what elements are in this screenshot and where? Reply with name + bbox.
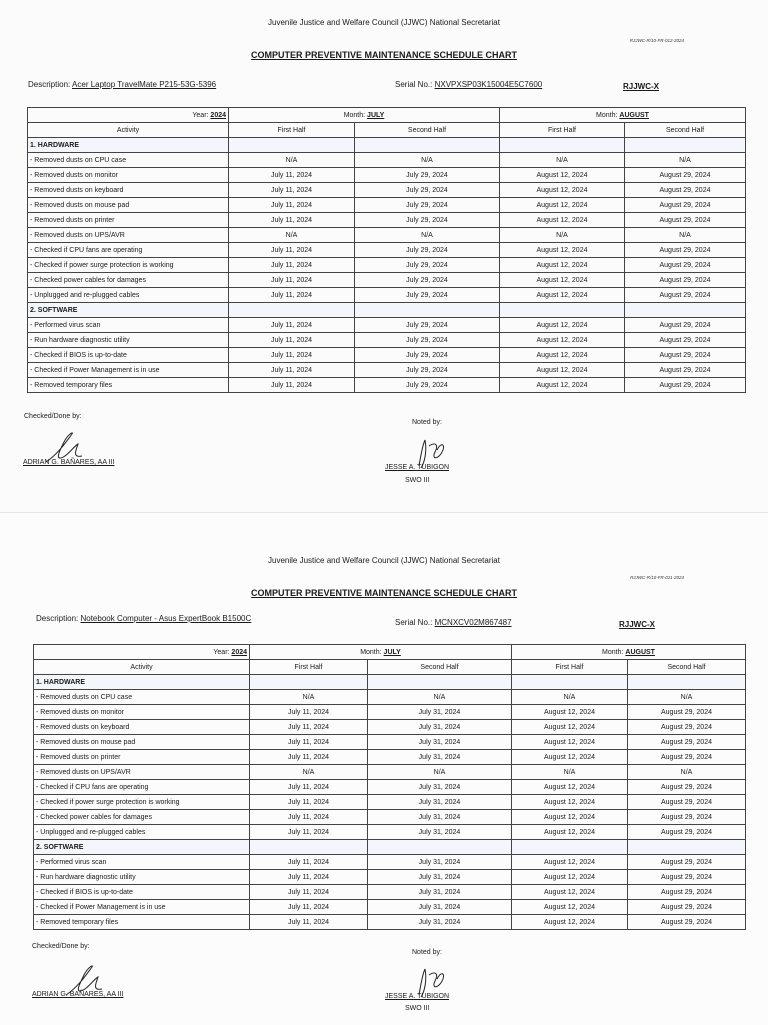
hardware-rows (28, 153, 746, 303)
table-row (34, 765, 746, 780)
august-first-half-cell: August 12, 2024 (500, 288, 625, 303)
july-second-half-cell: July 31, 2024 (368, 750, 512, 765)
july-second-half-cell: July 29, 2024 (355, 288, 500, 303)
unit-code: RJJWC-X (623, 82, 660, 91)
noted-by-label: Noted by: (412, 949, 442, 956)
august-second-half-cell: N/A (625, 228, 746, 243)
year-value: 2024 (210, 111, 226, 119)
july-first-half-cell: July 11, 2024 (229, 318, 355, 333)
second-half-header: Second Half (368, 660, 512, 675)
activity-cell: - Removed dusts on CPU case (34, 690, 250, 705)
august-second-half-cell: August 29, 2024 (625, 348, 746, 363)
table-row (28, 243, 746, 258)
month-label: Month: (360, 648, 382, 656)
august-first-half-cell: August 12, 2024 (512, 825, 628, 840)
activity-cell: - Checked if power surge protection is working (28, 258, 229, 273)
table-row (34, 915, 746, 930)
july-second-half-cell: July 29, 2024 (355, 348, 500, 363)
year-cell (34, 645, 250, 660)
maintenance-table (27, 107, 746, 393)
month-july-cell (229, 108, 500, 123)
july-first-half-cell: July 11, 2024 (229, 363, 355, 378)
noted-by-name: JESSE A. TUBIGON (385, 464, 450, 471)
year-value: 2024 (231, 648, 247, 656)
description-label: Description: (28, 80, 71, 89)
august-second-half-cell: August 29, 2024 (628, 780, 746, 795)
august-first-half-cell: August 12, 2024 (500, 183, 625, 198)
july-second-half-cell: July 29, 2024 (355, 213, 500, 228)
software-rows (28, 318, 746, 393)
august-second-half-cell: August 29, 2024 (625, 168, 746, 183)
august-first-half-cell: August 12, 2024 (512, 705, 628, 720)
noted-by-label: Noted by: (412, 419, 442, 426)
activity-cell: - Checked if power surge protection is working (34, 795, 250, 810)
july-second-half-cell: July 31, 2024 (368, 780, 512, 795)
july-first-half-cell: July 11, 2024 (229, 273, 355, 288)
august-first-half-cell: August 12, 2024 (512, 720, 628, 735)
activity-cell: - Unplugged and re-plugged cables (28, 288, 229, 303)
header-row-2 (34, 660, 746, 675)
table-row (28, 318, 746, 333)
header-row-1 (28, 108, 746, 123)
july-first-half-cell: N/A (250, 690, 368, 705)
second-half-header: Second Half (625, 123, 746, 138)
august-first-half-cell: August 12, 2024 (512, 915, 628, 930)
august-second-half-cell: August 29, 2024 (625, 378, 746, 393)
table-row (28, 213, 746, 228)
august-first-half-cell: N/A (500, 228, 625, 243)
july-second-half-cell: July 31, 2024 (368, 705, 512, 720)
serial-number (395, 618, 512, 627)
activity-cell: - Removed dusts on UPS/AVR (28, 228, 229, 243)
august-first-half-cell: August 12, 2024 (500, 378, 625, 393)
august-first-half-cell: August 12, 2024 (500, 348, 625, 363)
july-first-half-cell: July 11, 2024 (229, 243, 355, 258)
august-first-half-cell: August 12, 2024 (512, 885, 628, 900)
table-row (28, 363, 746, 378)
document-title: COMPUTER PREVENTIVE MAINTENANCE SCHEDULE CHART (250, 50, 517, 60)
august-second-half-cell: August 29, 2024 (628, 825, 746, 840)
activity-cell: - Removed dusts on keyboard (28, 183, 229, 198)
august-first-half-cell: August 12, 2024 (500, 168, 625, 183)
july-first-half-cell: July 11, 2024 (250, 915, 368, 930)
august-first-half-cell: August 12, 2024 (500, 273, 625, 288)
month-value: AUGUST (625, 648, 655, 656)
july-second-half-cell: July 29, 2024 (355, 168, 500, 183)
august-first-half-cell: August 12, 2024 (512, 900, 628, 915)
august-second-half-cell: August 29, 2024 (625, 258, 746, 273)
august-second-half-cell: August 29, 2024 (628, 810, 746, 825)
july-first-half-cell: July 11, 2024 (229, 333, 355, 348)
july-first-half-cell: July 11, 2024 (250, 870, 368, 885)
july-first-half-cell: July 11, 2024 (229, 258, 355, 273)
july-first-half-cell: July 11, 2024 (250, 780, 368, 795)
software-rows (34, 855, 746, 930)
activity-cell: - Removed dusts on UPS/AVR (34, 765, 250, 780)
noted-by-name: JESSE A. TUBIGON (385, 993, 450, 1000)
table-row (28, 183, 746, 198)
august-first-half-cell: August 12, 2024 (512, 750, 628, 765)
second-half-header: Second Half (628, 660, 746, 675)
july-second-half-cell: July 31, 2024 (368, 915, 512, 930)
july-first-half-cell: July 11, 2024 (229, 198, 355, 213)
july-second-half-cell: July 29, 2024 (355, 318, 500, 333)
activity-cell: - Removed dusts on keyboard (34, 720, 250, 735)
year-label: Year: (213, 648, 230, 656)
august-second-half-cell: August 29, 2024 (625, 333, 746, 348)
first-half-header: First Half (250, 660, 368, 675)
header-row-1 (34, 645, 746, 660)
activity-cell: - Checked power cables for damages (28, 273, 229, 288)
organization-name: Juvenile Justice and Welfare Council (JJWC) National Secretariat (268, 18, 500, 27)
july-first-half-cell: July 11, 2024 (250, 705, 368, 720)
table-row (34, 885, 746, 900)
checked-by-name: ADRIAN G. BAÑARES, AA III (32, 991, 124, 998)
july-first-half-cell: July 11, 2024 (250, 735, 368, 750)
checked-by-label: Checked/Done by: (32, 943, 90, 950)
month-label: Month: (343, 111, 366, 119)
july-second-half-cell: July 29, 2024 (355, 333, 500, 348)
july-second-half-cell: N/A (368, 690, 512, 705)
july-first-half-cell: July 11, 2024 (229, 288, 355, 303)
table-row (34, 825, 746, 840)
section-row-software (28, 303, 746, 318)
table-row (34, 810, 746, 825)
august-first-half-cell: August 12, 2024 (500, 258, 625, 273)
activity-header: Activity (28, 123, 229, 138)
july-first-half-cell: July 11, 2024 (229, 348, 355, 363)
month-value: JULY (383, 648, 401, 656)
july-first-half-cell: July 11, 2024 (250, 795, 368, 810)
section-label: 1. HARDWARE (34, 675, 250, 690)
august-second-half-cell: August 29, 2024 (628, 870, 746, 885)
july-first-half-cell: July 11, 2024 (250, 825, 368, 840)
august-second-half-cell: N/A (625, 153, 746, 168)
july-second-half-cell: July 29, 2024 (355, 198, 500, 213)
july-first-half-cell: July 11, 2024 (250, 900, 368, 915)
july-first-half-cell: N/A (250, 765, 368, 780)
july-second-half-cell: July 31, 2024 (368, 795, 512, 810)
july-second-half-cell: July 31, 2024 (368, 825, 512, 840)
table-row (34, 780, 746, 795)
month-label: Month: (602, 648, 624, 656)
year-cell (28, 108, 229, 123)
july-second-half-cell: July 29, 2024 (355, 183, 500, 198)
table-row (34, 750, 746, 765)
activity-cell: - Removed dusts on printer (28, 213, 229, 228)
table-row (28, 333, 746, 348)
table-row (34, 735, 746, 750)
activity-cell: - Removed dusts on mouse pad (34, 735, 250, 750)
first-half-header: First Half (500, 123, 625, 138)
august-first-half-cell: August 12, 2024 (500, 333, 625, 348)
july-second-half-cell: N/A (368, 765, 512, 780)
activity-cell: - Removed dusts on monitor (28, 168, 229, 183)
august-first-half-cell: N/A (512, 765, 628, 780)
activity-cell: - Run hardware diagnostic utility (28, 333, 229, 348)
table-row (34, 870, 746, 885)
august-second-half-cell: August 29, 2024 (628, 795, 746, 810)
august-first-half-cell: August 12, 2024 (512, 735, 628, 750)
august-second-half-cell: August 29, 2024 (628, 735, 746, 750)
august-first-half-cell: August 12, 2024 (512, 855, 628, 870)
table-row (28, 378, 746, 393)
july-second-half-cell: July 31, 2024 (368, 855, 512, 870)
august-first-half-cell: N/A (512, 690, 628, 705)
schedule-sheet-2 (0, 512, 768, 1025)
activity-cell: - Checked if CPU fans are operating (28, 243, 229, 258)
description-value: Acer Laptop TravelMate P215-53G-5396 (72, 80, 217, 89)
table-row (28, 273, 746, 288)
activity-cell: - Performed virus scan (28, 318, 229, 333)
august-second-half-cell: August 29, 2024 (628, 720, 746, 735)
activity-cell: - Checked if CPU fans are operating (34, 780, 250, 795)
checked-by-name: ADRIAN G. BAÑARES, AA III (23, 459, 115, 466)
section-label: 1. HARDWARE (28, 138, 229, 153)
second-half-header: Second Half (355, 123, 500, 138)
august-second-half-cell: N/A (628, 690, 746, 705)
activity-cell: - Unplugged and re-plugged cables (34, 825, 250, 840)
july-first-half-cell: July 11, 2024 (250, 720, 368, 735)
serial-value: MCNXCV02M867487 (434, 618, 512, 627)
august-first-half-cell: August 12, 2024 (512, 870, 628, 885)
year-label: Year: (192, 111, 209, 119)
activity-cell: - Removed dusts on mouse pad (28, 198, 229, 213)
activity-cell: - Performed virus scan (34, 855, 250, 870)
activity-header: Activity (34, 660, 250, 675)
serial-label: Serial No.: (395, 618, 433, 627)
schedule-sheet-1 (0, 0, 768, 512)
activity-cell: - Removed dusts on monitor (34, 705, 250, 720)
july-first-half-cell: N/A (229, 153, 355, 168)
organization-name: Juvenile Justice and Welfare Council (JJWC) National Secretariat (268, 556, 500, 565)
august-second-half-cell: August 29, 2024 (628, 885, 746, 900)
document-title: COMPUTER PREVENTIVE MAINTENANCE SCHEDULE CHART (250, 588, 517, 598)
table-row (34, 720, 746, 735)
activity-cell: - Removed dusts on printer (34, 750, 250, 765)
activity-cell: - Run hardware diagnostic utility (34, 870, 250, 885)
checked-by-label: Checked/Done by: (24, 413, 82, 420)
august-first-half-cell: August 12, 2024 (500, 243, 625, 258)
july-first-half-cell: July 11, 2024 (250, 750, 368, 765)
july-first-half-cell: July 11, 2024 (229, 183, 355, 198)
description-value: Notebook Computer - Asus ExpertBook B1500C (80, 614, 252, 623)
table-row (34, 900, 746, 915)
table-row (34, 855, 746, 870)
table-row (28, 348, 746, 363)
august-second-half-cell: August 29, 2024 (625, 213, 746, 228)
activity-cell: - Checked if BIOS is up-to-date (28, 348, 229, 363)
august-second-half-cell: August 29, 2024 (625, 243, 746, 258)
august-second-half-cell: August 29, 2024 (625, 363, 746, 378)
maintenance-table (33, 644, 746, 930)
serial-label: Serial No.: (395, 80, 433, 89)
august-first-half-cell: August 12, 2024 (500, 363, 625, 378)
july-second-half-cell: July 31, 2024 (368, 810, 512, 825)
activity-cell: - Checked power cables for damages (34, 810, 250, 825)
august-first-half-cell: August 12, 2024 (500, 198, 625, 213)
july-second-half-cell: July 29, 2024 (355, 243, 500, 258)
month-august-cell (500, 108, 746, 123)
section-label: 2. SOFTWARE (28, 303, 229, 318)
description-label: Description: (36, 614, 79, 623)
activity-cell: - Removed dusts on CPU case (28, 153, 229, 168)
unit-code: RJJWC-X (619, 620, 656, 629)
july-second-half-cell: July 31, 2024 (368, 900, 512, 915)
july-first-half-cell: July 11, 2024 (229, 168, 355, 183)
august-second-half-cell: August 29, 2024 (628, 750, 746, 765)
description (36, 614, 251, 623)
august-second-half-cell: August 29, 2024 (625, 198, 746, 213)
august-second-half-cell: August 29, 2024 (625, 183, 746, 198)
form-code: RJJWC-R/10-FR-012-2024 (629, 38, 684, 43)
table-row (34, 690, 746, 705)
form-code: RJJWC-R/10-FR-011-2024 (630, 575, 684, 580)
table-row (28, 228, 746, 243)
july-second-half-cell: July 29, 2024 (355, 378, 500, 393)
serial-number (395, 80, 542, 89)
table-row (28, 198, 746, 213)
july-second-half-cell: July 31, 2024 (368, 870, 512, 885)
table-row (28, 168, 746, 183)
july-second-half-cell: July 31, 2024 (368, 735, 512, 750)
activity-cell: - Checked if Power Management is in use (28, 363, 229, 378)
noted-by-position: SWO III (405, 477, 430, 484)
activity-cell: - Checked if BIOS is up-to-date (34, 885, 250, 900)
july-second-half-cell: July 29, 2024 (355, 273, 500, 288)
noted-by-position: SWO III (405, 1005, 430, 1012)
header-row-2 (28, 123, 746, 138)
month-value: JULY (367, 111, 385, 119)
august-second-half-cell: August 29, 2024 (628, 900, 746, 915)
activity-cell: - Removed temporary files (34, 915, 250, 930)
month-july-cell (250, 645, 512, 660)
july-second-half-cell: N/A (355, 228, 500, 243)
august-first-half-cell: August 12, 2024 (512, 795, 628, 810)
july-second-half-cell: July 31, 2024 (368, 720, 512, 735)
section-row-hardware (28, 138, 746, 153)
august-first-half-cell: August 12, 2024 (512, 810, 628, 825)
table-row (34, 795, 746, 810)
table-row (28, 258, 746, 273)
july-first-half-cell: July 11, 2024 (250, 885, 368, 900)
august-second-half-cell: N/A (628, 765, 746, 780)
table-row (28, 288, 746, 303)
july-first-half-cell: July 11, 2024 (229, 213, 355, 228)
august-second-half-cell: August 29, 2024 (625, 273, 746, 288)
july-second-half-cell: July 31, 2024 (368, 885, 512, 900)
month-august-cell (512, 645, 746, 660)
hardware-rows (34, 690, 746, 840)
july-first-half-cell: N/A (229, 228, 355, 243)
july-second-half-cell: N/A (355, 153, 500, 168)
table-row (34, 705, 746, 720)
july-first-half-cell: July 11, 2024 (229, 378, 355, 393)
section-label: 2. SOFTWARE (34, 840, 250, 855)
august-second-half-cell: August 29, 2024 (625, 318, 746, 333)
august-second-half-cell: August 29, 2024 (628, 915, 746, 930)
july-first-half-cell: July 11, 2024 (250, 855, 368, 870)
month-label: Month: (596, 111, 618, 119)
august-second-half-cell: August 29, 2024 (628, 705, 746, 720)
august-first-half-cell: August 12, 2024 (512, 780, 628, 795)
section-row-hardware (34, 675, 746, 690)
august-second-half-cell: August 29, 2024 (628, 855, 746, 870)
first-half-header: First Half (229, 123, 355, 138)
description (28, 80, 216, 89)
july-second-half-cell: July 29, 2024 (355, 363, 500, 378)
first-half-header: First Half (512, 660, 628, 675)
activity-cell: - Removed temporary files (28, 378, 229, 393)
august-first-half-cell: N/A (500, 153, 625, 168)
activity-cell: - Checked if Power Management is in use (34, 900, 250, 915)
month-value: AUGUST (619, 111, 649, 119)
table-row (28, 153, 746, 168)
august-first-half-cell: August 12, 2024 (500, 318, 625, 333)
section-row-software (34, 840, 746, 855)
serial-value: NXVPXSP03K15004E5C7600 (434, 80, 543, 89)
july-second-half-cell: July 29, 2024 (355, 258, 500, 273)
august-second-half-cell: August 29, 2024 (625, 288, 746, 303)
august-first-half-cell: August 12, 2024 (500, 213, 625, 228)
july-first-half-cell: July 11, 2024 (250, 810, 368, 825)
